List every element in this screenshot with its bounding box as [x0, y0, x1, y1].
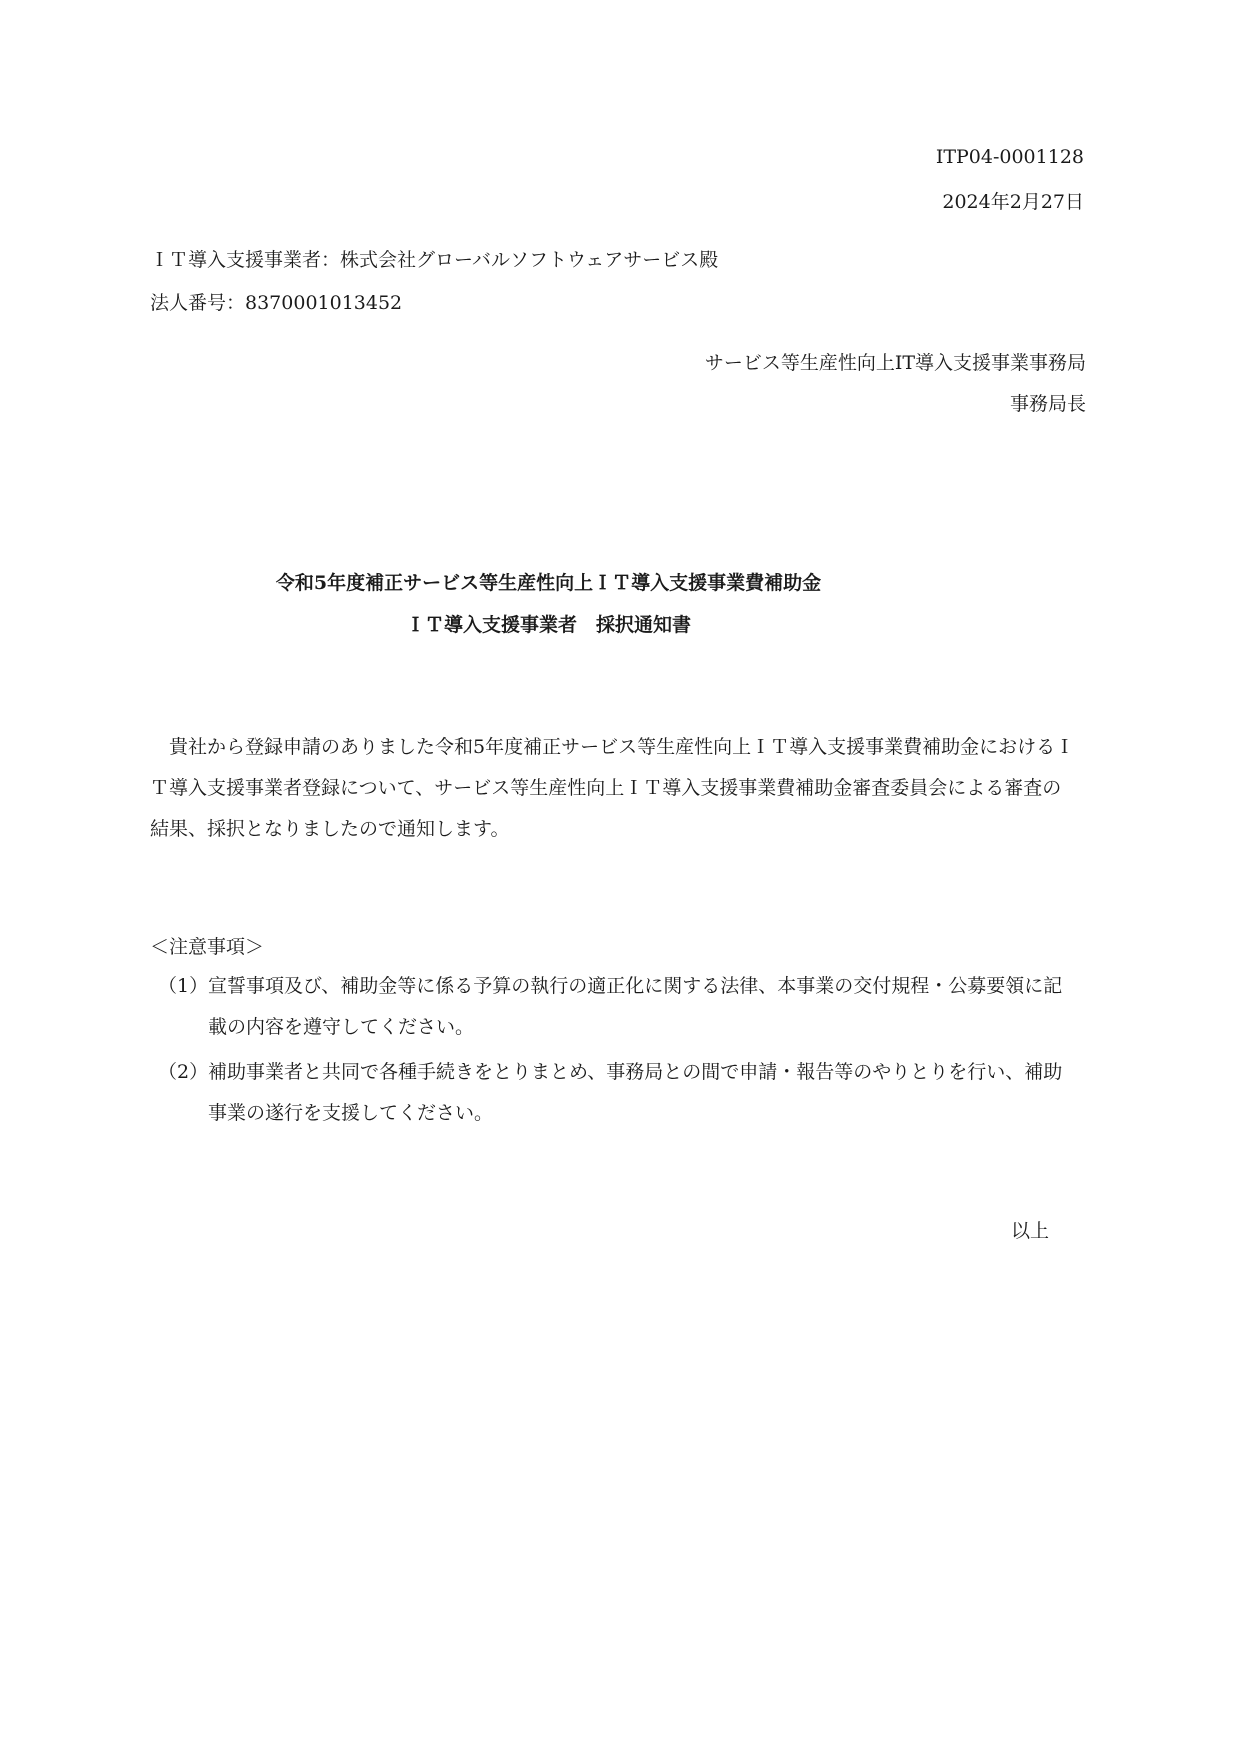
note-text: 宣誓事項及び、補助金等に係る予算の執行の適正化に関する法律、本事業の交付規程・公募要領に記載の内容を遵守してください。: [208, 975, 1063, 1038]
issuer-title: 事務局長: [1009, 393, 1086, 415]
document-title-line2: [0, 610, 1241, 637]
body-paragraph: [150, 727, 1080, 850]
note-item: [150, 966, 1075, 1048]
note-number: （2）: [158, 1061, 209, 1083]
recipient-name: ＩＴ導入支援事業者：株式会社グローバルソフトウェアサービス殿: [150, 249, 719, 271]
title-line2-text: ＩＴ導入支援事業者 採択通知書: [405, 614, 691, 636]
note-item: [150, 1052, 1075, 1134]
document-number: ITP04-0001128: [935, 146, 1084, 168]
closing-remark: 以上: [1010, 1220, 1049, 1242]
note-number: （1）: [158, 975, 209, 997]
note-text: 補助事業者と共同で各種手続きをとりまとめ、事務局との間で申請・報告等のやりとりを行い、補助事業の遂行を支援してください。: [208, 1061, 1063, 1124]
body-paragraph-text: 貴社から登録申請のありました令和5年度補正サービス等生産性向上ＩＴ導入支援事業費補助金におけるＩＴ導入支援事業者登録について、サービス等生産性向上ＩＴ導入支援事業費補助金審査委員会による審査の結果、採択となりましたので通知します。: [150, 736, 1075, 840]
notes-heading: ＜注意事項＞: [150, 936, 265, 958]
issuer-organization: サービス等生産性向上IT導入支援事業事務局: [704, 352, 1086, 374]
document-title-line1: [0, 568, 1241, 595]
title-line1-text: 令和5年度補正サービス等生産性向上ＩＴ導入支援事業費補助金: [275, 572, 822, 594]
corporate-number: 法人番号：8370001013452: [150, 292, 403, 314]
document-date: 2024年2月27日: [942, 191, 1084, 213]
